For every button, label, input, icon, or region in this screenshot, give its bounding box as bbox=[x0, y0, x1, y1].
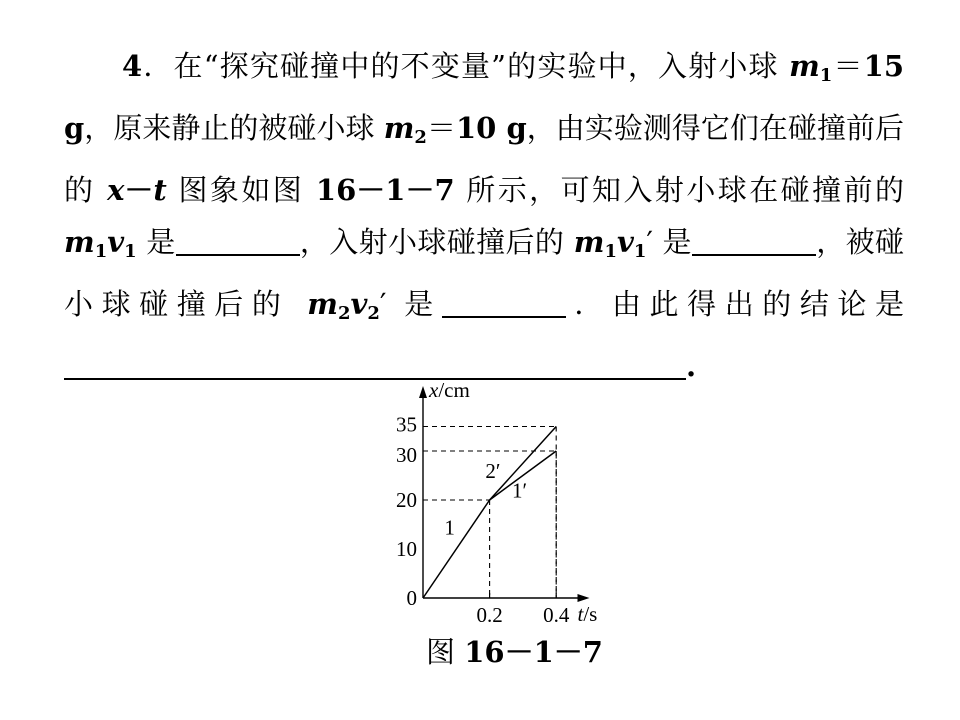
y-axis-arrow bbox=[419, 386, 427, 398]
answer-blank-3[interactable] bbox=[442, 288, 566, 318]
mass-m1-value: 15 g bbox=[64, 49, 904, 145]
x-tick-label: 0.4 bbox=[543, 603, 570, 627]
text-segment: 是 bbox=[136, 225, 176, 259]
axis-x-symbol: x bbox=[107, 173, 125, 207]
y-tick-label: 0 bbox=[406, 586, 417, 610]
text-segment: 是 bbox=[386, 287, 442, 321]
text-segment: 是 bbox=[652, 225, 692, 259]
text-segment: 图象如图 bbox=[166, 173, 316, 207]
axis-t-symbol: t bbox=[153, 173, 167, 207]
prime-mark: ′ bbox=[646, 225, 653, 259]
mass-m2: $m_2$ bbox=[383, 111, 427, 148]
text-segment: ，被碰小球碰撞后的 bbox=[64, 225, 905, 321]
x-tick-label: 0.2 bbox=[476, 603, 503, 627]
answer-blank-2[interactable] bbox=[692, 226, 816, 256]
y-tick-label: 20 bbox=[396, 488, 417, 512]
text-segment: 所示，可知入射小球在碰撞前的 bbox=[454, 173, 904, 207]
y-axis-label: x/cm bbox=[429, 378, 470, 402]
text-segment: ，原来静止的被碰小球 bbox=[84, 111, 384, 145]
y-tick-label: 30 bbox=[396, 443, 417, 467]
answer-blank-1[interactable] bbox=[176, 226, 300, 256]
text-segment: ＝ bbox=[832, 49, 864, 83]
problem-number: 4 bbox=[122, 49, 143, 83]
momentum-m1v1-prime: $m_1v_1$ bbox=[573, 225, 647, 262]
caption-prefix: 图 bbox=[426, 635, 465, 669]
text-segment: ＝ bbox=[426, 111, 456, 145]
prime-mark: ′ bbox=[379, 287, 387, 321]
x-axis-arrow bbox=[578, 594, 590, 602]
text-segment: － bbox=[124, 173, 154, 207]
xt-graph bbox=[380, 368, 640, 630]
text-segment: ，入射小球碰撞后的 bbox=[299, 225, 574, 259]
text-segment: ．由此得出的结论是 bbox=[565, 287, 905, 321]
figure-reference: 16－1－7 bbox=[315, 173, 455, 207]
series-label: 1 bbox=[444, 515, 455, 540]
mass-m2-value: 10 g bbox=[456, 111, 527, 145]
mass-m1: $m_1$ bbox=[789, 49, 833, 86]
text-segment: ，由实验测得它们在碰撞前后的 bbox=[64, 111, 904, 207]
series-line bbox=[423, 500, 490, 598]
figure-caption bbox=[426, 632, 603, 672]
momentum-m2v2-prime: $m_2v_2$ bbox=[307, 287, 380, 324]
problem-paragraph bbox=[64, 40, 904, 392]
problem-text bbox=[64, 40, 904, 392]
y-tick-label: 10 bbox=[396, 537, 417, 561]
text-segment: . bbox=[686, 349, 697, 383]
momentum-m1v1: $m_1v_1$ bbox=[64, 225, 137, 262]
y-tick-label: 35 bbox=[396, 412, 417, 437]
caption-number: 16－1－7 bbox=[464, 635, 603, 669]
x-axis-label: t/s bbox=[577, 602, 598, 626]
series-label: 1′ bbox=[512, 478, 528, 503]
text-segment: ．在“探究碰撞中的不变量”的实验中，入射小球 bbox=[142, 49, 790, 83]
series-label: 2′ bbox=[485, 458, 501, 483]
